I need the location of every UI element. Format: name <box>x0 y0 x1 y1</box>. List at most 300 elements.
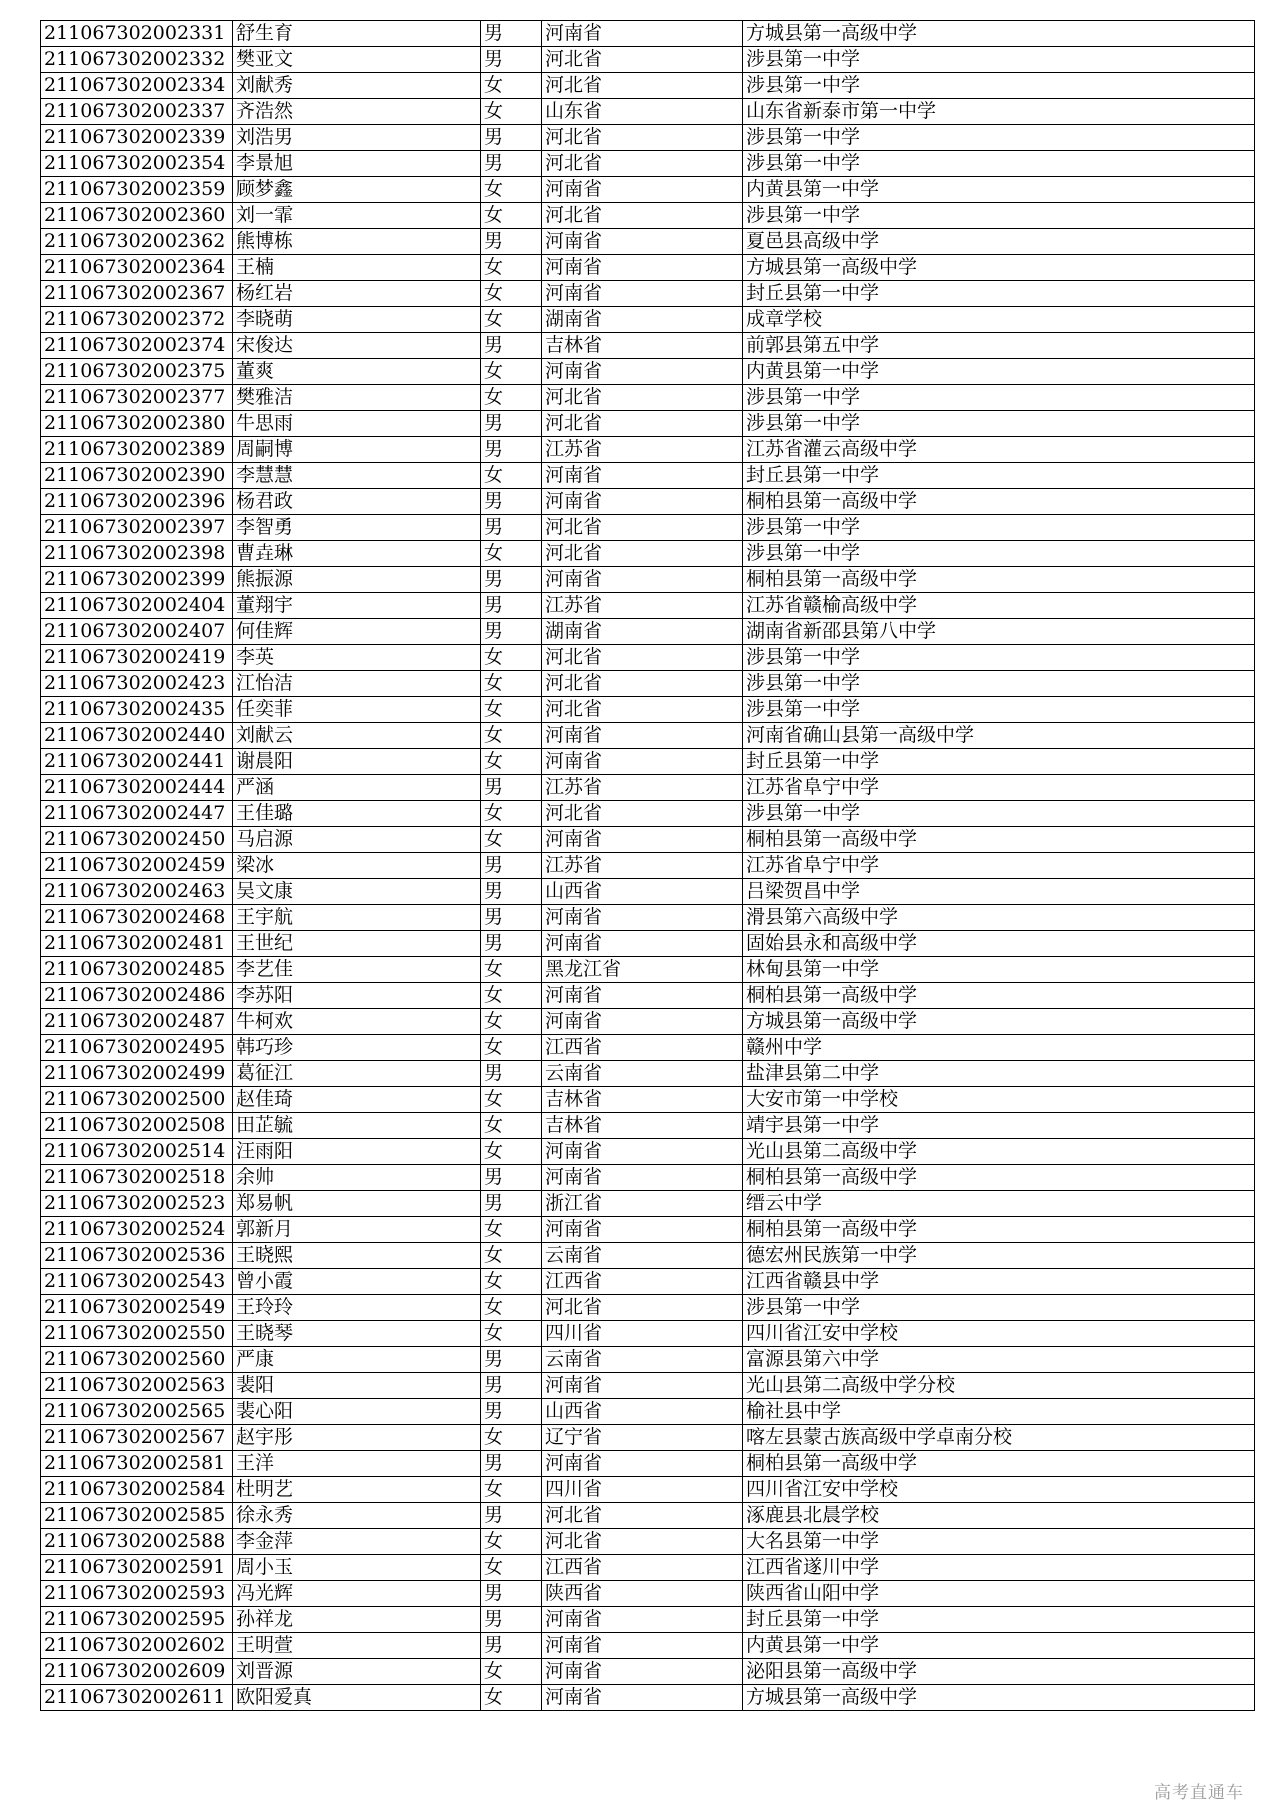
gender-cell: 男 <box>481 1061 542 1087</box>
name-cell: 王明萱 <box>233 1633 481 1659</box>
school-cell: 四川省江安中学校 <box>743 1321 1255 1347</box>
name-cell: 董翔宇 <box>233 593 481 619</box>
gender-cell: 女 <box>481 359 542 385</box>
province-cell: 山西省 <box>542 1399 743 1425</box>
table-row <box>41 1295 1255 1321</box>
province-cell: 河北省 <box>542 1529 743 1555</box>
table-row <box>41 307 1255 333</box>
name-cell: 牛柯欢 <box>233 1009 481 1035</box>
table-row <box>41 957 1255 983</box>
exam-id-cell: 211067302002339 <box>41 125 233 151</box>
name-cell: 杨红岩 <box>233 281 481 307</box>
gender-cell: 女 <box>481 1529 542 1555</box>
gender-cell: 女 <box>481 1295 542 1321</box>
school-cell: 涉县第一中学 <box>743 151 1255 177</box>
school-cell: 江苏省阜宁中学 <box>743 853 1255 879</box>
exam-id-cell: 211067302002584 <box>41 1477 233 1503</box>
gender-cell: 女 <box>481 749 542 775</box>
gender-cell: 男 <box>481 411 542 437</box>
province-cell: 河北省 <box>542 125 743 151</box>
exam-id-cell: 211067302002377 <box>41 385 233 411</box>
school-cell: 方城县第一高级中学 <box>743 1009 1255 1035</box>
table-row <box>41 1685 1255 1711</box>
exam-id-cell: 211067302002359 <box>41 177 233 203</box>
exam-id-cell: 211067302002389 <box>41 437 233 463</box>
exam-id-cell: 211067302002468 <box>41 905 233 931</box>
name-cell: 王宇航 <box>233 905 481 931</box>
name-cell: 郑易帆 <box>233 1191 481 1217</box>
table-row <box>41 385 1255 411</box>
school-cell: 方城县第一高级中学 <box>743 21 1255 47</box>
gender-cell: 男 <box>481 1347 542 1373</box>
province-cell: 河南省 <box>542 1451 743 1477</box>
gender-cell: 男 <box>481 1165 542 1191</box>
school-cell: 靖宇县第一中学 <box>743 1113 1255 1139</box>
name-cell: 王楠 <box>233 255 481 281</box>
school-cell: 成章学校 <box>743 307 1255 333</box>
province-cell: 河北省 <box>542 385 743 411</box>
gender-cell: 女 <box>481 203 542 229</box>
school-cell: 封丘县第一中学 <box>743 281 1255 307</box>
name-cell: 裴阳 <box>233 1373 481 1399</box>
school-cell: 江苏省阜宁中学 <box>743 775 1255 801</box>
table-row <box>41 645 1255 671</box>
exam-id-cell: 211067302002375 <box>41 359 233 385</box>
school-cell: 江苏省灌云高级中学 <box>743 437 1255 463</box>
province-cell: 吉林省 <box>542 1087 743 1113</box>
name-cell: 王世纪 <box>233 931 481 957</box>
school-cell: 封丘县第一中学 <box>743 1607 1255 1633</box>
exam-id-cell: 211067302002440 <box>41 723 233 749</box>
table-row <box>41 905 1255 931</box>
exam-id-cell: 211067302002609 <box>41 1659 233 1685</box>
exam-id-cell: 211067302002549 <box>41 1295 233 1321</box>
table-row <box>41 1555 1255 1581</box>
name-cell: 齐浩然 <box>233 99 481 125</box>
table-row <box>41 463 1255 489</box>
gender-cell: 女 <box>481 723 542 749</box>
exam-id-cell: 211067302002487 <box>41 1009 233 1035</box>
table-row <box>41 1399 1255 1425</box>
province-cell: 河南省 <box>542 1165 743 1191</box>
province-cell: 浙江省 <box>542 1191 743 1217</box>
name-cell: 李苏阳 <box>233 983 481 1009</box>
school-cell: 涉县第一中学 <box>743 1295 1255 1321</box>
school-cell: 涉县第一中学 <box>743 671 1255 697</box>
province-cell: 河南省 <box>542 749 743 775</box>
exam-id-cell: 211067302002485 <box>41 957 233 983</box>
exam-id-cell: 211067302002354 <box>41 151 233 177</box>
name-cell: 韩巧珍 <box>233 1035 481 1061</box>
table-row <box>41 73 1255 99</box>
table-row <box>41 1373 1255 1399</box>
gender-cell: 女 <box>481 1139 542 1165</box>
exam-id-cell: 211067302002563 <box>41 1373 233 1399</box>
school-cell: 内黄县第一中学 <box>743 359 1255 385</box>
name-cell: 李艺佳 <box>233 957 481 983</box>
table-row <box>41 1061 1255 1087</box>
table-row <box>41 21 1255 47</box>
name-cell: 李金萍 <box>233 1529 481 1555</box>
province-cell: 河南省 <box>542 1009 743 1035</box>
name-cell: 欧阳爱真 <box>233 1685 481 1711</box>
exam-id-cell: 211067302002399 <box>41 567 233 593</box>
name-cell: 杨君政 <box>233 489 481 515</box>
table-row <box>41 1529 1255 1555</box>
province-cell: 四川省 <box>542 1477 743 1503</box>
school-cell: 山东省新泰市第一中学 <box>743 99 1255 125</box>
province-cell: 河北省 <box>542 47 743 73</box>
exam-id-cell: 211067302002543 <box>41 1269 233 1295</box>
table-row <box>41 515 1255 541</box>
name-cell: 樊亚文 <box>233 47 481 73</box>
gender-cell: 男 <box>481 1399 542 1425</box>
name-cell: 李晓萌 <box>233 307 481 333</box>
province-cell: 河南省 <box>542 255 743 281</box>
exam-id-cell: 211067302002588 <box>41 1529 233 1555</box>
school-cell: 林甸县第一中学 <box>743 957 1255 983</box>
school-cell: 桐柏县第一高级中学 <box>743 567 1255 593</box>
province-cell: 江苏省 <box>542 593 743 619</box>
province-cell: 河南省 <box>542 1607 743 1633</box>
gender-cell: 男 <box>481 515 542 541</box>
gender-cell: 女 <box>481 827 542 853</box>
school-cell: 涉县第一中学 <box>743 541 1255 567</box>
school-cell: 封丘县第一中学 <box>743 749 1255 775</box>
school-cell: 涉县第一中学 <box>743 645 1255 671</box>
gender-cell: 女 <box>481 281 542 307</box>
gender-cell: 男 <box>481 437 542 463</box>
exam-id-cell: 211067302002585 <box>41 1503 233 1529</box>
exam-id-cell: 211067302002567 <box>41 1425 233 1451</box>
name-cell: 汪雨阳 <box>233 1139 481 1165</box>
province-cell: 河南省 <box>542 1373 743 1399</box>
gender-cell: 男 <box>481 1451 542 1477</box>
table-row <box>41 1451 1255 1477</box>
table-row <box>41 437 1255 463</box>
table-row <box>41 1477 1255 1503</box>
name-cell: 刘献秀 <box>233 73 481 99</box>
name-cell: 严涵 <box>233 775 481 801</box>
school-cell: 内黄县第一中学 <box>743 1633 1255 1659</box>
school-cell: 赣州中学 <box>743 1035 1255 1061</box>
table-row <box>41 47 1255 73</box>
province-cell: 湖南省 <box>542 307 743 333</box>
province-cell: 河南省 <box>542 931 743 957</box>
province-cell: 河南省 <box>542 983 743 1009</box>
gender-cell: 男 <box>481 151 542 177</box>
province-cell: 江西省 <box>542 1035 743 1061</box>
province-cell: 河南省 <box>542 827 743 853</box>
school-cell: 盐津县第二中学 <box>743 1061 1255 1087</box>
gender-cell: 女 <box>481 1659 542 1685</box>
table-row <box>41 983 1255 1009</box>
gender-cell: 女 <box>481 1113 542 1139</box>
name-cell: 杜明艺 <box>233 1477 481 1503</box>
province-cell: 辽宁省 <box>542 1425 743 1451</box>
name-cell: 严康 <box>233 1347 481 1373</box>
school-cell: 缙云中学 <box>743 1191 1255 1217</box>
name-cell: 李景旭 <box>233 151 481 177</box>
school-cell: 光山县第二高级中学 <box>743 1139 1255 1165</box>
name-cell: 何佳辉 <box>233 619 481 645</box>
name-cell: 李智勇 <box>233 515 481 541</box>
exam-id-cell: 211067302002536 <box>41 1243 233 1269</box>
province-cell: 江西省 <box>542 1555 743 1581</box>
province-cell: 河南省 <box>542 905 743 931</box>
exam-id-cell: 211067302002423 <box>41 671 233 697</box>
name-cell: 舒生育 <box>233 21 481 47</box>
school-cell: 四川省江安中学校 <box>743 1477 1255 1503</box>
province-cell: 黑龙江省 <box>542 957 743 983</box>
school-cell: 江西省遂川中学 <box>743 1555 1255 1581</box>
province-cell: 河南省 <box>542 359 743 385</box>
exam-id-cell: 211067302002360 <box>41 203 233 229</box>
gender-cell: 女 <box>481 1321 542 1347</box>
province-cell: 云南省 <box>542 1243 743 1269</box>
gender-cell: 男 <box>481 905 542 931</box>
school-cell: 江苏省赣榆高级中学 <box>743 593 1255 619</box>
gender-cell: 男 <box>481 1633 542 1659</box>
province-cell: 河北省 <box>542 671 743 697</box>
school-cell: 湖南省新邵县第八中学 <box>743 619 1255 645</box>
gender-cell: 男 <box>481 1503 542 1529</box>
province-cell: 河北省 <box>542 1295 743 1321</box>
school-cell: 涉县第一中学 <box>743 411 1255 437</box>
name-cell: 王洋 <box>233 1451 481 1477</box>
gender-cell: 男 <box>481 1581 542 1607</box>
gender-cell: 男 <box>481 853 542 879</box>
gender-cell: 女 <box>481 1009 542 1035</box>
table-row <box>41 1113 1255 1139</box>
province-cell: 河南省 <box>542 1217 743 1243</box>
province-cell: 陕西省 <box>542 1581 743 1607</box>
table-row <box>41 801 1255 827</box>
table-row <box>41 229 1255 255</box>
school-cell: 桐柏县第一高级中学 <box>743 827 1255 853</box>
school-cell: 涉县第一中学 <box>743 697 1255 723</box>
gender-cell: 男 <box>481 619 542 645</box>
province-cell: 河北省 <box>542 515 743 541</box>
name-cell: 樊雅洁 <box>233 385 481 411</box>
gender-cell: 女 <box>481 307 542 333</box>
name-cell: 刘浩男 <box>233 125 481 151</box>
table-row <box>41 1659 1255 1685</box>
student-roster-table <box>40 20 1255 1711</box>
school-cell: 涉县第一中学 <box>743 203 1255 229</box>
province-cell: 河北省 <box>542 411 743 437</box>
school-cell: 桐柏县第一高级中学 <box>743 1217 1255 1243</box>
table-row <box>41 723 1255 749</box>
exam-id-cell: 211067302002398 <box>41 541 233 567</box>
province-cell: 河北省 <box>542 801 743 827</box>
name-cell: 赵佳琦 <box>233 1087 481 1113</box>
name-cell: 郭新月 <box>233 1217 481 1243</box>
province-cell: 湖南省 <box>542 619 743 645</box>
name-cell: 李慧慧 <box>233 463 481 489</box>
exam-id-cell: 211067302002404 <box>41 593 233 619</box>
exam-id-cell: 211067302002362 <box>41 229 233 255</box>
exam-id-cell: 211067302002602 <box>41 1633 233 1659</box>
province-cell: 云南省 <box>542 1347 743 1373</box>
province-cell: 河南省 <box>542 21 743 47</box>
gender-cell: 女 <box>481 463 542 489</box>
table-row <box>41 697 1255 723</box>
school-cell: 大名县第一中学 <box>743 1529 1255 1555</box>
gender-cell: 女 <box>481 73 542 99</box>
exam-id-cell: 211067302002332 <box>41 47 233 73</box>
school-cell: 桐柏县第一高级中学 <box>743 489 1255 515</box>
name-cell: 刘献云 <box>233 723 481 749</box>
exam-id-cell: 211067302002444 <box>41 775 233 801</box>
name-cell: 李英 <box>233 645 481 671</box>
table-row <box>41 853 1255 879</box>
province-cell: 山东省 <box>542 99 743 125</box>
table-row <box>41 1269 1255 1295</box>
gender-cell: 女 <box>481 255 542 281</box>
gender-cell: 男 <box>481 1607 542 1633</box>
gender-cell: 男 <box>481 47 542 73</box>
school-cell: 封丘县第一中学 <box>743 463 1255 489</box>
name-cell: 熊振源 <box>233 567 481 593</box>
province-cell: 河南省 <box>542 489 743 515</box>
gender-cell: 女 <box>481 957 542 983</box>
roster-body <box>41 21 1255 1711</box>
exam-id-cell: 211067302002560 <box>41 1347 233 1373</box>
table-row <box>41 1607 1255 1633</box>
province-cell: 山西省 <box>542 879 743 905</box>
name-cell: 冯光辉 <box>233 1581 481 1607</box>
exam-id-cell: 211067302002459 <box>41 853 233 879</box>
school-cell: 桐柏县第一高级中学 <box>743 983 1255 1009</box>
gender-cell: 女 <box>481 1217 542 1243</box>
name-cell: 王玲玲 <box>233 1295 481 1321</box>
exam-id-cell: 211067302002500 <box>41 1087 233 1113</box>
school-cell: 泌阳县第一高级中学 <box>743 1659 1255 1685</box>
table-row <box>41 1321 1255 1347</box>
school-cell: 涉县第一中学 <box>743 125 1255 151</box>
school-cell: 固始县永和高级中学 <box>743 931 1255 957</box>
name-cell: 余帅 <box>233 1165 481 1191</box>
province-cell: 江西省 <box>542 1269 743 1295</box>
exam-id-cell: 211067302002337 <box>41 99 233 125</box>
table-row <box>41 255 1255 281</box>
province-cell: 吉林省 <box>542 333 743 359</box>
gender-cell: 男 <box>481 489 542 515</box>
school-cell: 桐柏县第一高级中学 <box>743 1165 1255 1191</box>
province-cell: 河北省 <box>542 541 743 567</box>
gender-cell: 男 <box>481 1373 542 1399</box>
exam-id-cell: 211067302002334 <box>41 73 233 99</box>
exam-id-cell: 211067302002593 <box>41 1581 233 1607</box>
table-row <box>41 541 1255 567</box>
exam-id-cell: 211067302002499 <box>41 1061 233 1087</box>
table-row <box>41 359 1255 385</box>
school-cell: 滑县第六高级中学 <box>743 905 1255 931</box>
exam-id-cell: 211067302002435 <box>41 697 233 723</box>
province-cell: 江苏省 <box>542 775 743 801</box>
gender-cell: 男 <box>481 931 542 957</box>
name-cell: 周嗣博 <box>233 437 481 463</box>
table-row <box>41 99 1255 125</box>
table-row <box>41 411 1255 437</box>
school-cell: 陕西省山阳中学 <box>743 1581 1255 1607</box>
school-cell: 内黄县第一中学 <box>743 177 1255 203</box>
name-cell: 宋俊达 <box>233 333 481 359</box>
province-cell: 云南省 <box>542 1061 743 1087</box>
school-cell: 富源县第六中学 <box>743 1347 1255 1373</box>
table-row <box>41 1139 1255 1165</box>
gender-cell: 女 <box>481 1087 542 1113</box>
gender-cell: 男 <box>481 775 542 801</box>
province-cell: 河北省 <box>542 697 743 723</box>
table-row <box>41 775 1255 801</box>
school-cell: 涉县第一中学 <box>743 385 1255 411</box>
name-cell: 吴文康 <box>233 879 481 905</box>
exam-id-cell: 211067302002390 <box>41 463 233 489</box>
exam-id-cell: 211067302002372 <box>41 307 233 333</box>
school-cell: 前郭县第五中学 <box>743 333 1255 359</box>
school-cell: 涉县第一中学 <box>743 515 1255 541</box>
province-cell: 河南省 <box>542 1659 743 1685</box>
exam-id-cell: 211067302002524 <box>41 1217 233 1243</box>
table-row <box>41 1633 1255 1659</box>
table-row <box>41 333 1255 359</box>
table-row <box>41 203 1255 229</box>
table-row <box>41 1087 1255 1113</box>
table-row <box>41 827 1255 853</box>
name-cell: 田芷毓 <box>233 1113 481 1139</box>
exam-id-cell: 211067302002550 <box>41 1321 233 1347</box>
name-cell: 孙祥龙 <box>233 1607 481 1633</box>
gender-cell: 男 <box>481 229 542 255</box>
exam-id-cell: 211067302002367 <box>41 281 233 307</box>
province-cell: 江苏省 <box>542 853 743 879</box>
exam-id-cell: 211067302002463 <box>41 879 233 905</box>
province-cell: 河南省 <box>542 567 743 593</box>
name-cell: 王晓熙 <box>233 1243 481 1269</box>
gender-cell: 女 <box>481 645 542 671</box>
exam-id-cell: 211067302002495 <box>41 1035 233 1061</box>
province-cell: 河南省 <box>542 463 743 489</box>
exam-id-cell: 211067302002441 <box>41 749 233 775</box>
province-cell: 河南省 <box>542 177 743 203</box>
school-cell: 榆社县中学 <box>743 1399 1255 1425</box>
exam-id-cell: 211067302002407 <box>41 619 233 645</box>
school-cell: 德宏州民族第一中学 <box>743 1243 1255 1269</box>
gender-cell: 男 <box>481 333 542 359</box>
province-cell: 河南省 <box>542 1685 743 1711</box>
name-cell: 董爽 <box>233 359 481 385</box>
name-cell: 任奕菲 <box>233 697 481 723</box>
name-cell: 葛征江 <box>233 1061 481 1087</box>
school-cell: 涉县第一中学 <box>743 73 1255 99</box>
exam-id-cell: 211067302002486 <box>41 983 233 1009</box>
gender-cell: 男 <box>481 879 542 905</box>
school-cell: 吕梁贺昌中学 <box>743 879 1255 905</box>
exam-id-cell: 211067302002565 <box>41 1399 233 1425</box>
name-cell: 王晓琴 <box>233 1321 481 1347</box>
table-row <box>41 1217 1255 1243</box>
table-row <box>41 879 1255 905</box>
school-cell: 桐柏县第一高级中学 <box>743 1451 1255 1477</box>
watermark-text: 高考直通车 <box>1154 1783 1244 1803</box>
gender-cell: 男 <box>481 567 542 593</box>
gender-cell: 男 <box>481 1191 542 1217</box>
exam-id-cell: 211067302002518 <box>41 1165 233 1191</box>
gender-cell: 女 <box>481 1477 542 1503</box>
name-cell: 周小玉 <box>233 1555 481 1581</box>
